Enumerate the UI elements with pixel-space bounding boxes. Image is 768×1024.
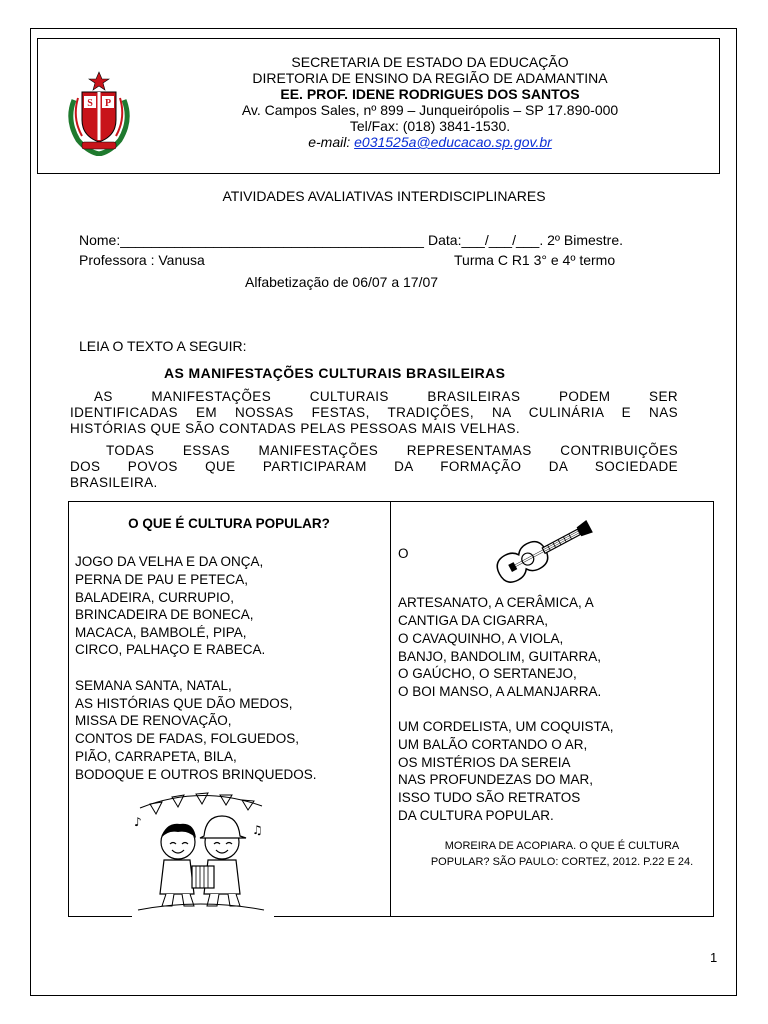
- emblem-text-s: S: [87, 98, 93, 109]
- paragraph-1-line-1: AS MANIFESTAÇÕES CULTURAIS BRASILEIRAS PODEM SER: [94, 389, 678, 404]
- paragraph-1-line-3: HISTÓRIAS QUE SÃO CONTADAS PELAS PESSOAS MAIS VELHAS.: [70, 421, 521, 436]
- poem-col2-line: ISSO TUDO SÃO RETRATOS: [398, 790, 581, 805]
- poem-col1-line: CONTOS DE FADAS, FOLGUEDOS,: [75, 731, 300, 746]
- poem-col1-line: SEMANA SANTA, NATAL,: [75, 678, 232, 693]
- poem-col2-line: UM CORDELISTA, UM COQUISTA,: [398, 719, 614, 734]
- paragraph-2-line-3: BRASILEIRA.: [70, 475, 158, 490]
- poem-col2-line: BANJO, BANDOLIM, GUITARRA,: [398, 649, 602, 664]
- guitar-icon: [486, 508, 598, 588]
- poem-col1-line: PIÃO, CARRAPETA, BILA,: [75, 749, 237, 764]
- poem-col1-line: MACACA, BAMBOLÉ, PIPA,: [75, 625, 247, 640]
- teacher-field: Professora : Vanusa: [79, 252, 205, 268]
- name-field: Nome:_______________________________________: [79, 232, 424, 248]
- poem-col1-line: CIRCO, PALHAÇO E RABECA.: [75, 642, 266, 657]
- poem-col2-line: ARTESANATO, A CERÂMICA, A: [398, 595, 594, 610]
- header-school-name: EE. PROF. IDENE RODRIGUES DOS SANTOS: [280, 86, 580, 102]
- emblem-text-p: P: [104, 98, 112, 109]
- poem-table-divider: [390, 501, 391, 916]
- sp-emblem-logo: [64, 70, 134, 156]
- header-phone: Tel/Fax: (018) 3841-1530.: [349, 118, 511, 134]
- email-link[interactable]: e031525a@educacao.sp.gov.br: [354, 134, 552, 150]
- page-number: 1: [710, 950, 718, 965]
- poem-col1-line: BALADEIRA, CURRUPIO,: [75, 590, 235, 605]
- header-diretoria: DIRETORIA DE ENSINO DA REGIÃO DE ADAMANTINA: [252, 70, 608, 86]
- svg-text:♪: ♪: [134, 815, 142, 829]
- paragraph-2-line-1: TODAS ESSAS MANIFESTAÇÕES REPRESENTAMAS CONTRIBUIÇÕES: [106, 443, 678, 458]
- header-secretaria: SECRETARIA DE ESTADO DA EDUCAÇÃO: [291, 54, 569, 70]
- email-label: e-mail:: [308, 134, 355, 150]
- poem-col1-line: BRINCADEIRA DE BONECA,: [75, 607, 254, 622]
- poem-citation: [420, 838, 704, 870]
- poem-col2-line: UM BALÃO CORTANDO O AR,: [398, 737, 588, 752]
- poem-col2-line: O GAÚCHO, O SERTANEJO,: [398, 666, 577, 681]
- children-accordion-illustration: [130, 786, 270, 916]
- poem-col2-line: OS MISTÉRIOS DA SEREIA: [398, 755, 571, 770]
- date-field: Data:___/___/___. 2º Bimestre.: [428, 232, 624, 248]
- paragraph-2-line-2: DOS POVOS QUE PARTICIPARAM DA FORMAÇÃO DA SOCIEDADE: [70, 459, 678, 474]
- paragraph-1-line-2: IDENTIFICADAS EM NOSSAS FESTAS, TRADIÇÕES, NA CULINÁRIA E NAS: [70, 405, 678, 420]
- poem-col1-line: BODOQUE E OUTROS BRINQUEDOS.: [75, 767, 317, 782]
- poem-col2-line: NAS PROFUNDEZAS DO MAR,: [398, 772, 594, 787]
- poem-title: O QUE É CULTURA POPULAR?: [128, 516, 330, 531]
- poem-col1-line: PERNA DE PAU E PETECA,: [75, 572, 249, 587]
- activity-title: ATIVIDADES AVALIATIVAS INTERDISCIPLINARES: [222, 188, 546, 204]
- header-email-line: [175, 134, 685, 151]
- poem-col2-line: O BOI MANSO, A ALMANJARRA.: [398, 684, 602, 699]
- reading-instruction: LEIA O TEXTO A SEGUIR:: [79, 338, 247, 354]
- header-address: Av. Campos Sales, nº 899 – Junqueirópolis – SP 17.890-000: [241, 102, 619, 118]
- citation-line-1: MOREIRA DE ACOPIARA. O QUE É CULTURA: [444, 840, 680, 852]
- poem-col2-line: DA CULTURA POPULAR.: [398, 808, 554, 823]
- class-field: Turma C R1 3° e 4º termo: [454, 252, 616, 268]
- citation-line-2: POPULAR? SÃO PAULO: CORTEZ, 2012. P.22 E 24.: [430, 856, 694, 868]
- text-title: AS MANIFESTAÇÕES CULTURAIS BRASILEIRAS: [164, 365, 506, 381]
- poem-col2-o: O: [398, 546, 409, 561]
- poem-col1-line: MISSA DE RENOVAÇÃO,: [75, 713, 232, 728]
- poem-col2-line: O CAVAQUINHO, A VIOLA,: [398, 631, 564, 646]
- poem-col1-line: AS HISTÓRIAS QUE DÃO MEDOS,: [75, 696, 293, 711]
- poem-col1-line: JOGO DA VELHA E DA ONÇA,: [75, 554, 264, 569]
- literacy-period: Alfabetização de 06/07 a 17/07: [245, 274, 439, 290]
- poem-col2-line: CANTIGA DA CIGARRA,: [398, 613, 549, 628]
- svg-text:♫: ♫: [252, 823, 263, 837]
